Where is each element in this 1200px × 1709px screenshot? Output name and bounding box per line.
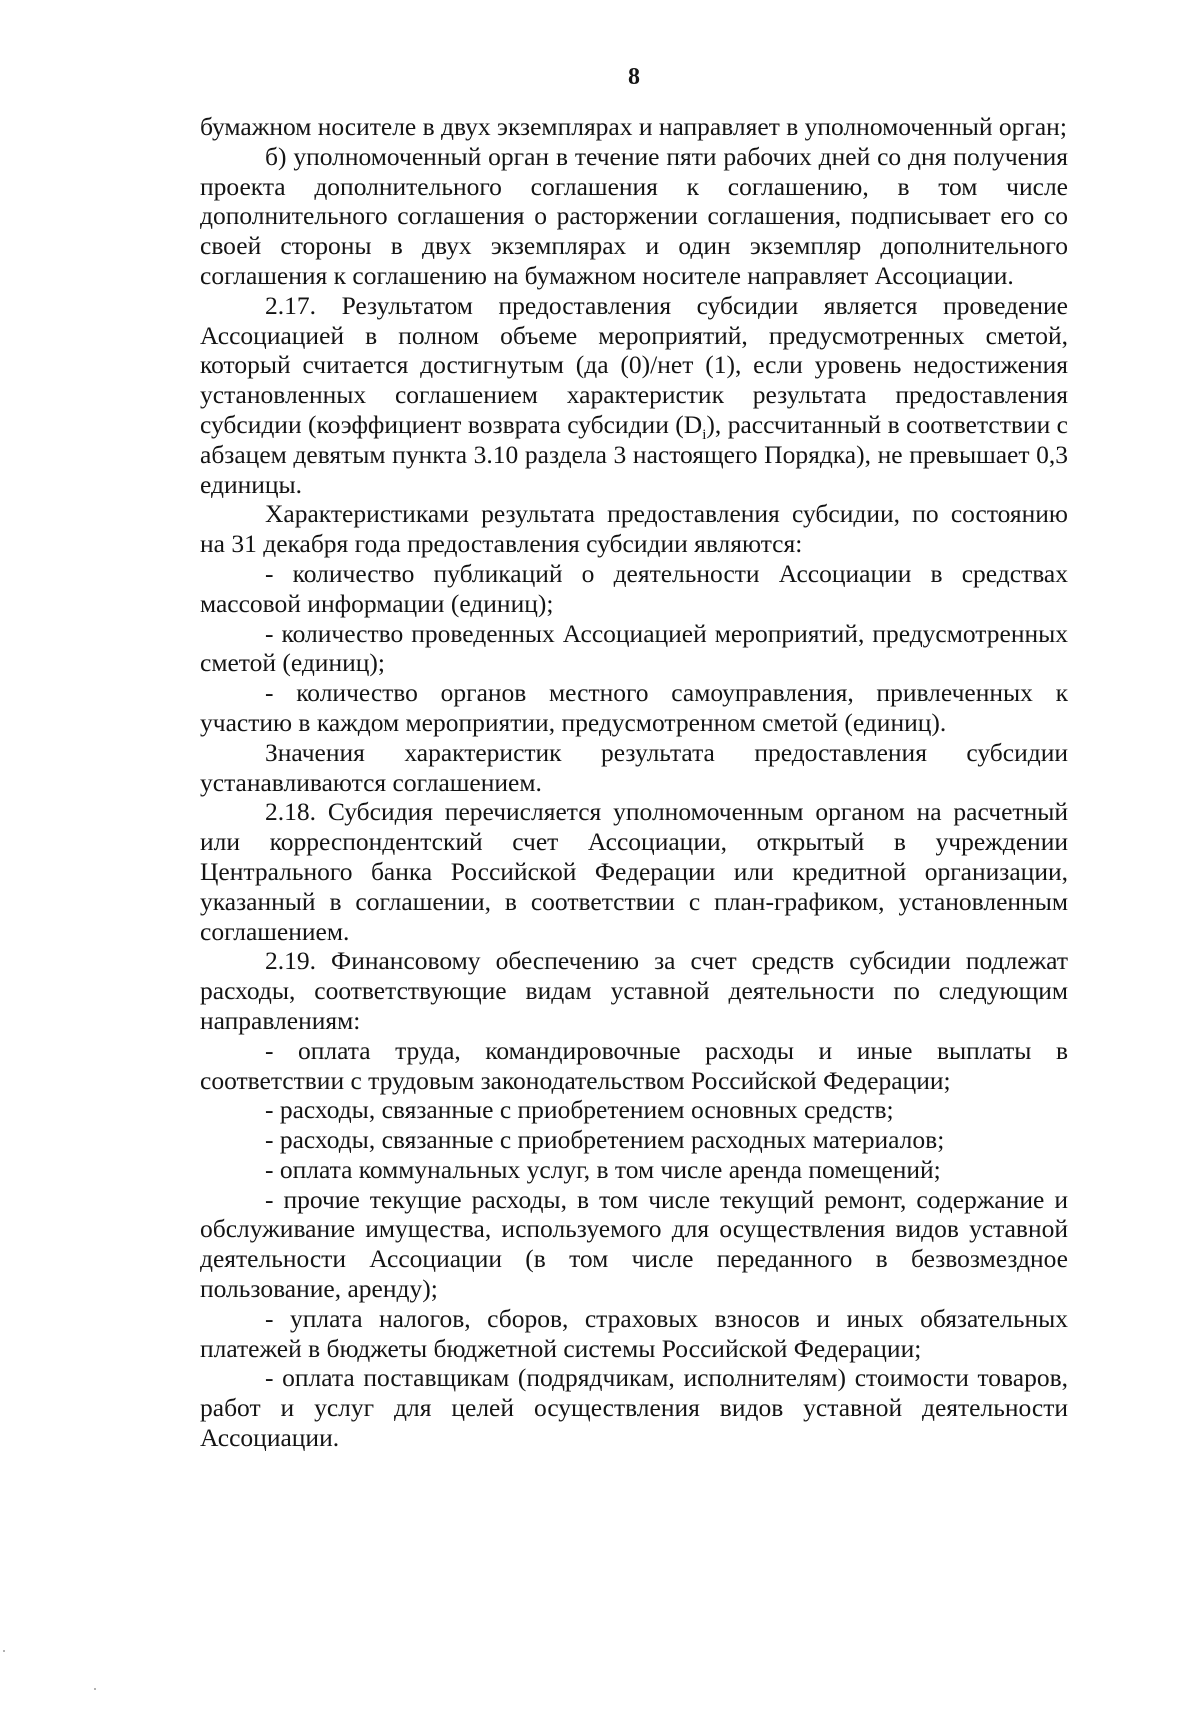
page-number: 8	[628, 64, 640, 90]
paragraph-item-b: б) уполномоченный орган в течение пяти рабочих дней со дня получения проекта дополнительного соглашения к соглашению, в том числе дополнительного соглашения о расторжении соглашения, подписывает его со своей стороны в двух экземплярах и один экземпляр дополнительного соглашения к соглашению на бумажном носителе направляет Ассоциации.	[200, 141, 1068, 290]
scan-speck	[94, 1688, 96, 1690]
paragraph-2-18: 2.18. Субсидия перечисляется уполномоченным органом на расчетный или корреспондентский счет Ассоциации, открытый в учреждении Центрального банка Российской Федерации или кредитной организации, указанный в соглашении, в соответствии с план-графиком, установленным соглашением.	[200, 797, 1068, 946]
subscript-i: i	[702, 427, 707, 444]
list-item-suppliers: - оплата поставщикам (подрядчикам, исполнителям) стоимости товаров, работ и услуг для целей осуществления видов уставной деятельности Ассоциации.	[200, 1363, 1068, 1453]
list-item-utilities: - оплата коммунальных услуг, в том числе аренда помещений;	[265, 1154, 941, 1184]
list-item-fixed-assets: - расходы, связанные с приобретением основных средств;	[265, 1095, 894, 1125]
paragraph-2-17-part-2: ), рассчитанный в соответствии с абзацем девятым пункта 3.10 раздела 3 настоящего Порядка), не превышает 0,3 единицы.	[200, 409, 1068, 499]
list-item-taxes: - уплата налогов, сборов, страховых взносов и иных обязательных платежей в бюджеты бюджетной системы Российской Федерации;	[200, 1303, 1068, 1363]
list-item-publications: - количество публикаций о деятельности Ассоциации в средствах массовой информации (единиц);	[200, 558, 1068, 618]
paragraph-2-17	[200, 291, 1068, 500]
scan-speck	[3, 1650, 5, 1652]
list-item-local-authorities: - количество органов местного самоуправления, привлеченных к участию в каждом мероприятии, предусмотренном сметой (единиц).	[200, 678, 1068, 737]
paragraph-continuation: бумажном носителе в двух экземплярах и направляет в уполномоченный орган;	[200, 112, 1067, 141]
paragraph-2-17-part-1: 2.17. Результатом предоставления субсидии является проведение Ассоциацией в полном объеме мероприятий, предусмотренных сметой, который считается достигнутым (да (0)/нет (1), если уровень недостижения установленных соглашением характеристик результата предоставления субсидии (коэффициент возврата субсидии (D	[200, 290, 1068, 439]
list-item-events: - количество проведенных Ассоциацией мероприятий, предусмотренных сметой (единиц);	[200, 618, 1068, 678]
paragraph-2-19: 2.19. Финансовому обеспечению за счет средств субсидии подлежат расходы, соответствующие видам уставной деятельности по следующим направлениям:	[200, 946, 1068, 1035]
list-item-labor: - оплата труда, командировочные расходы и иные выплаты в соответствии с трудовым законодательством Российской Федерации;	[200, 1035, 1068, 1095]
paragraph-values: Значения характеристик результата предоставления субсидии устанавливаются соглашением.	[200, 737, 1068, 797]
paragraph-characteristics: Характеристиками результата предоставления субсидии, по состоянию на 31 декабря года предоставления субсидии являются:	[200, 499, 1068, 559]
document-body	[200, 112, 1068, 1453]
list-item-materials: - расходы, связанные с приобретением расходных материалов;	[265, 1125, 945, 1155]
list-item-other-expenses: - прочие текущие расходы, в том числе текущий ремонт, содержание и обслуживание имущества, используемого для осуществления видов уставной деятельности Ассоциации (в том числе переданного в безвозмездное пользование, аренду);	[200, 1184, 1068, 1304]
